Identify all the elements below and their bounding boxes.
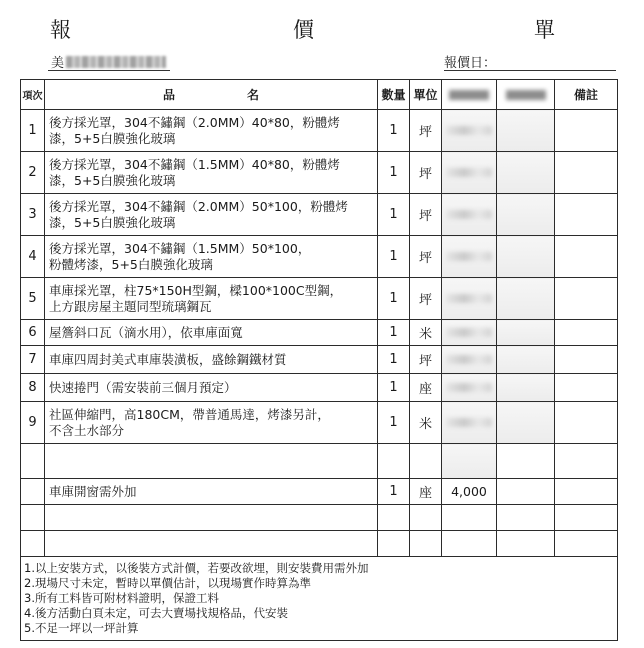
table-row bbox=[21, 194, 618, 236]
header-unit-price bbox=[442, 80, 497, 110]
row-desc: 車庫開窗需外加 bbox=[45, 479, 378, 505]
table-row bbox=[21, 346, 618, 374]
redacted-value bbox=[446, 355, 492, 364]
row-no: 6 bbox=[21, 320, 45, 346]
row-desc bbox=[45, 152, 378, 194]
row-amount bbox=[497, 444, 555, 479]
row-amount bbox=[497, 152, 555, 194]
desc-line: 粉體烤漆，5+5白膜強化玻璃 bbox=[49, 256, 213, 272]
note-line: 3.所有工料皆可附材料證明，保證工料 bbox=[24, 591, 219, 605]
table-row bbox=[21, 320, 618, 346]
customer-prefix: 美 bbox=[51, 56, 65, 71]
title-char-3: 單 bbox=[534, 18, 557, 42]
quote-table bbox=[20, 79, 618, 641]
table-row bbox=[21, 402, 618, 444]
row-qty: 1 bbox=[378, 278, 410, 320]
row-amount bbox=[497, 505, 555, 531]
row-no: 5 bbox=[21, 278, 45, 320]
row-amount bbox=[497, 110, 555, 152]
row-remark bbox=[555, 444, 618, 479]
row-unit-price bbox=[442, 374, 497, 402]
row-unit-price bbox=[442, 278, 497, 320]
row-no bbox=[21, 479, 45, 505]
row-unit-price bbox=[442, 320, 497, 346]
header-name: 品 名 bbox=[45, 80, 378, 110]
row-unit bbox=[410, 531, 442, 557]
header-remark: 備註 bbox=[555, 80, 618, 110]
table-row-empty bbox=[21, 505, 618, 531]
row-unit: 坪 bbox=[410, 236, 442, 278]
title-char-1: 報 bbox=[50, 18, 73, 42]
row-desc bbox=[45, 236, 378, 278]
row-desc bbox=[45, 110, 378, 152]
row-desc bbox=[45, 505, 378, 531]
table-row-empty bbox=[21, 444, 618, 479]
row-desc: 快速捲門（需安裝前三個月預定） bbox=[45, 374, 378, 402]
row-desc bbox=[45, 444, 378, 479]
desc-line: 漆，5+5白膜強化玻璃 bbox=[49, 172, 176, 188]
row-remark bbox=[555, 479, 618, 505]
redacted-value bbox=[446, 210, 492, 219]
note-line: 4.後方活動白頁未定，可去大賣場找規格品，代安裝 bbox=[24, 606, 288, 620]
row-remark bbox=[555, 152, 618, 194]
desc-line: 後方採光罩，304不鏽鋼（2.0MM）50*100，粉體烤 bbox=[49, 198, 348, 214]
row-unit-price bbox=[442, 531, 497, 557]
row-unit-price: 4,000 bbox=[442, 479, 497, 505]
row-no: 2 bbox=[21, 152, 45, 194]
quote-date-underline bbox=[444, 70, 616, 71]
row-amount bbox=[497, 236, 555, 278]
row-remark bbox=[555, 505, 618, 531]
row-amount bbox=[497, 402, 555, 444]
row-desc: 屋簷斜口瓦（滴水用），依車庫面寬 bbox=[45, 320, 378, 346]
table-row-empty bbox=[21, 531, 618, 557]
row-qty: 1 bbox=[378, 346, 410, 374]
row-desc: 車庫四周封美式車庫裝潢板，盛餘鋼鐵材質 bbox=[45, 346, 378, 374]
row-unit: 坪 bbox=[410, 346, 442, 374]
row-unit bbox=[410, 505, 442, 531]
desc-line: 社區伸縮門，高180CM，帶普通馬達，烤漆另計， bbox=[49, 406, 330, 422]
table-row bbox=[21, 278, 618, 320]
row-remark bbox=[555, 236, 618, 278]
customer-name bbox=[51, 52, 166, 71]
row-qty: 1 bbox=[378, 110, 410, 152]
row-amount bbox=[497, 194, 555, 236]
row-unit-price bbox=[442, 152, 497, 194]
row-qty: 1 bbox=[378, 402, 410, 444]
customer-underline bbox=[48, 70, 170, 71]
table-row bbox=[21, 479, 618, 505]
redacted-header bbox=[449, 90, 489, 100]
table-row bbox=[21, 152, 618, 194]
row-remark bbox=[555, 346, 618, 374]
row-unit: 座 bbox=[410, 374, 442, 402]
row-qty bbox=[378, 531, 410, 557]
row-remark bbox=[555, 531, 618, 557]
desc-line: 車庫採光罩，柱75*150H型鋼，樑100*100C型鋼， bbox=[49, 282, 343, 298]
row-desc bbox=[45, 531, 378, 557]
row-unit-price bbox=[442, 236, 497, 278]
row-unit-price bbox=[442, 194, 497, 236]
note-line: 5.不足一坪以一坪計算 bbox=[24, 621, 139, 635]
redacted-value bbox=[446, 126, 492, 135]
redacted-value bbox=[446, 418, 492, 427]
row-unit: 米 bbox=[410, 320, 442, 346]
row-remark bbox=[555, 374, 618, 402]
row-unit: 坪 bbox=[410, 110, 442, 152]
row-unit-price bbox=[442, 110, 497, 152]
row-no: 1 bbox=[21, 110, 45, 152]
row-remark bbox=[555, 278, 618, 320]
row-desc bbox=[45, 194, 378, 236]
redacted-customer-name bbox=[66, 56, 166, 68]
row-qty: 1 bbox=[378, 479, 410, 505]
redacted-value bbox=[446, 383, 492, 392]
row-no: 3 bbox=[21, 194, 45, 236]
desc-line: 不含土水部分 bbox=[49, 422, 125, 438]
table-row bbox=[21, 374, 618, 402]
row-remark bbox=[555, 194, 618, 236]
row-qty: 1 bbox=[378, 320, 410, 346]
redacted-value bbox=[446, 294, 492, 303]
row-no bbox=[21, 444, 45, 479]
row-no: 9 bbox=[21, 402, 45, 444]
row-qty: 1 bbox=[378, 374, 410, 402]
row-unit-price bbox=[442, 402, 497, 444]
row-qty bbox=[378, 444, 410, 479]
notes-cell bbox=[21, 557, 618, 641]
table-header-row bbox=[21, 80, 618, 110]
header-qty: 數量 bbox=[378, 80, 410, 110]
row-amount bbox=[497, 531, 555, 557]
row-remark bbox=[555, 320, 618, 346]
title-char-2: 價 bbox=[293, 18, 316, 42]
row-unit: 坪 bbox=[410, 152, 442, 194]
header-no: 項次 bbox=[21, 80, 45, 110]
redacted-value bbox=[446, 328, 492, 337]
row-unit: 坪 bbox=[410, 278, 442, 320]
desc-line: 後方採光罩，304不鏽鋼（1.5MM）40*80，粉體烤 bbox=[49, 156, 340, 172]
row-no bbox=[21, 531, 45, 557]
row-amount bbox=[497, 320, 555, 346]
header-unit: 單位 bbox=[410, 80, 442, 110]
row-qty bbox=[378, 505, 410, 531]
row-no: 4 bbox=[21, 236, 45, 278]
row-desc bbox=[45, 402, 378, 444]
row-unit: 米 bbox=[410, 402, 442, 444]
row-qty: 1 bbox=[378, 152, 410, 194]
row-amount bbox=[497, 278, 555, 320]
table-row bbox=[21, 236, 618, 278]
note-line: 2.現場尺寸未定，暫時以單價估計，以現場實作時算為準 bbox=[24, 576, 311, 590]
row-remark bbox=[555, 110, 618, 152]
desc-line: 後方採光罩，304不鏽鋼（1.5MM）50*100， bbox=[49, 240, 311, 256]
row-no bbox=[21, 505, 45, 531]
header-amount bbox=[497, 80, 555, 110]
row-unit bbox=[410, 444, 442, 479]
row-no: 8 bbox=[21, 374, 45, 402]
row-unit: 坪 bbox=[410, 194, 442, 236]
row-remark bbox=[555, 402, 618, 444]
desc-line: 漆，5+5白膜強化玻璃 bbox=[49, 130, 176, 146]
row-no: 7 bbox=[21, 346, 45, 374]
row-qty: 1 bbox=[378, 236, 410, 278]
row-qty: 1 bbox=[378, 194, 410, 236]
note-line: 1.以上安裝方式，以後裝方式計價，若要改欲埋，則安裝費用需外加 bbox=[24, 561, 369, 575]
redacted-value bbox=[446, 168, 492, 177]
table-row bbox=[21, 110, 618, 152]
row-unit-price bbox=[442, 505, 497, 531]
redacted-value bbox=[446, 252, 492, 261]
row-desc bbox=[45, 278, 378, 320]
row-amount bbox=[497, 346, 555, 374]
desc-line: 上方跟房屋主題同型琉璃鋼瓦 bbox=[49, 298, 212, 314]
desc-line: 漆，5+5白膜強化玻璃 bbox=[49, 214, 176, 230]
desc-line: 後方採光罩，304不鏽鋼（2.0MM）40*80，粉體烤 bbox=[49, 114, 340, 130]
row-unit-price bbox=[442, 346, 497, 374]
row-amount bbox=[497, 374, 555, 402]
row-unit-price bbox=[442, 444, 497, 479]
redacted-header bbox=[506, 90, 546, 100]
quote-date-label: 報價日： bbox=[444, 56, 497, 71]
row-amount bbox=[497, 479, 555, 505]
row-unit: 座 bbox=[410, 479, 442, 505]
notes-row bbox=[21, 557, 618, 641]
